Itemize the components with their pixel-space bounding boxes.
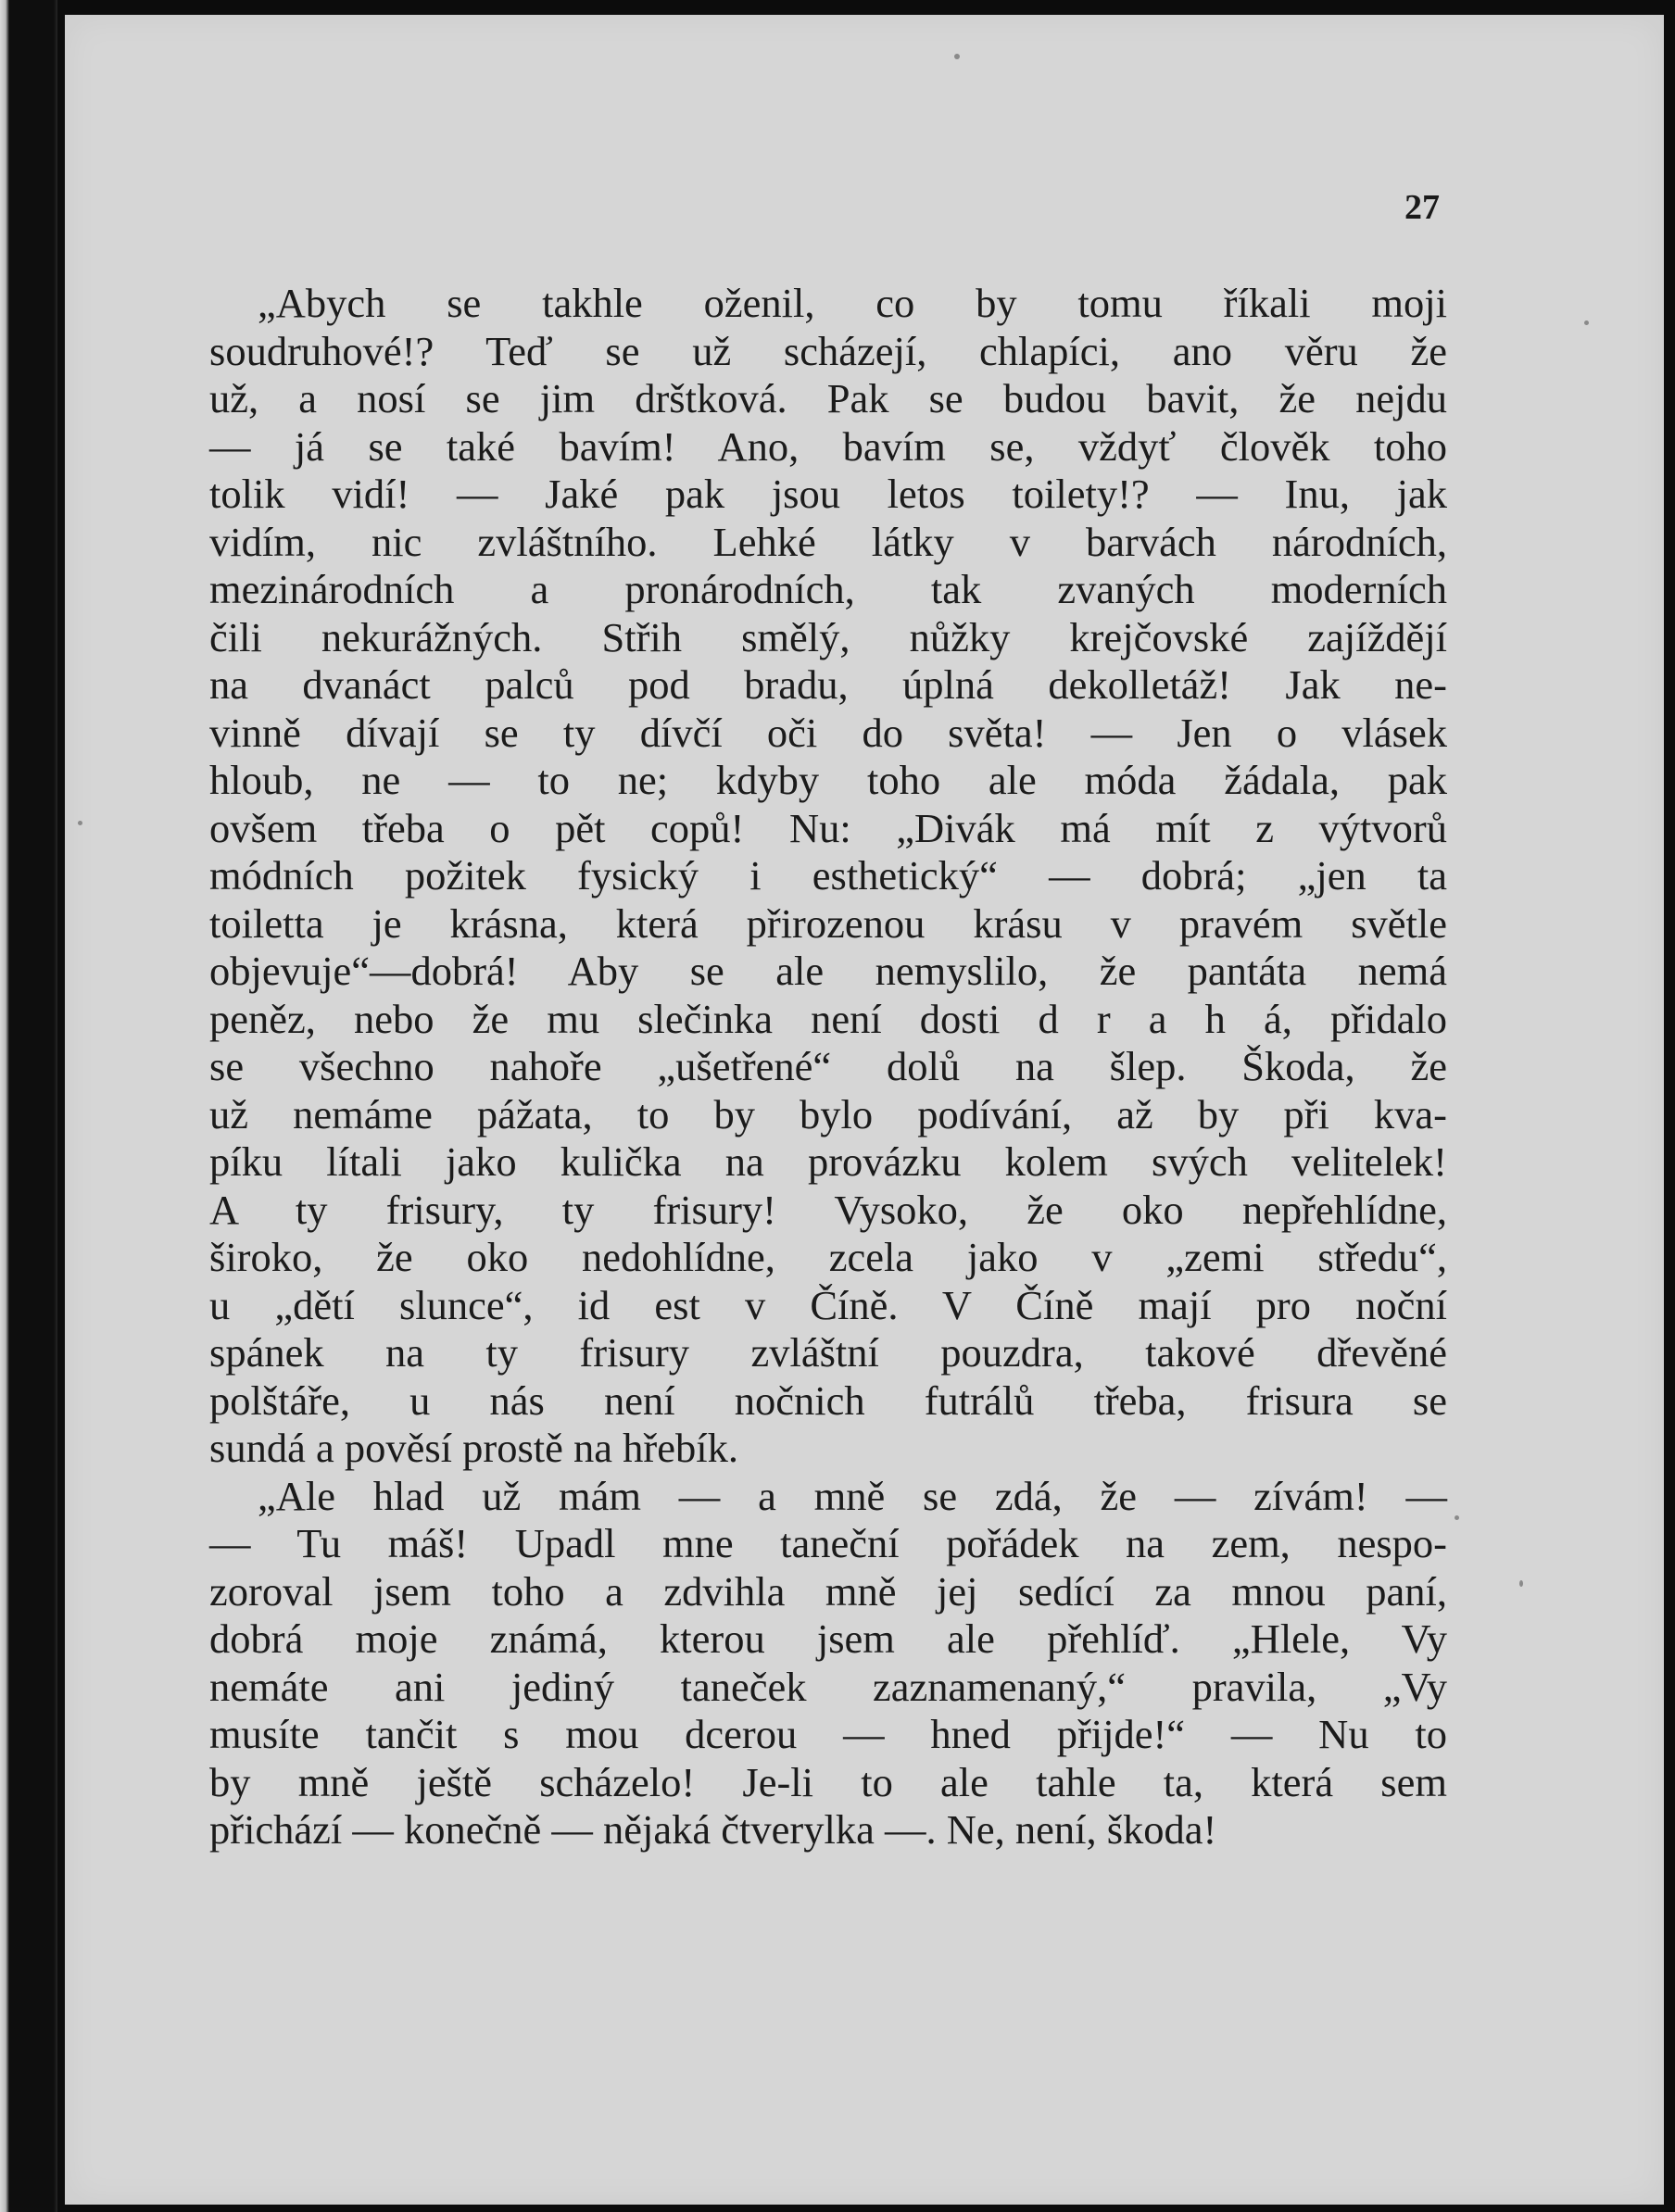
text-line: „Ale hlad už mám — a mně se zdá, že — zívám! — xyxy=(258,1472,1447,1519)
scan-speck xyxy=(1519,1580,1523,1587)
text-line: módních požitek fysický i esthetický“ — dobrá; „jen ta xyxy=(209,852,1447,899)
page-sheet xyxy=(65,15,1664,2205)
text-line: polštáře, u nás není nočnich futrálů třeba, frisura se xyxy=(209,1376,1447,1424)
text-line: hloub, ne — to ne; kdyby toho ale móda žádala, pak xyxy=(209,757,1447,803)
text-line: spánek na ty frisury zvláštní pouzdra, takové dřevěné xyxy=(209,1329,1447,1376)
text-line: vinně dívají se ty dívčí oči do světa! — Jen o vlásek xyxy=(209,709,1447,756)
text-line: A ty frisury, ty frisury! Vysoko, že oko nepřehlídne, xyxy=(209,1186,1447,1233)
text-line: — já se také bavím! Ano, bavím se, vždyť člověk toho xyxy=(209,422,1447,470)
text-line: ovšem třeba o pět copů! Nu: „Divák má mít z výtvorů xyxy=(209,804,1447,851)
text-line: nemáte ani jediný taneček zaznamenaný,“ pravila, „Vy xyxy=(209,1663,1447,1710)
text-line: už nemáme pážata, to by bylo podívání, až by při kva- xyxy=(209,1090,1447,1137)
scan-speck xyxy=(78,821,82,825)
text-line: objevuje“—dobrá! Aby se ale nemyslilo, že pantáta nemá xyxy=(209,948,1447,994)
scan-speck xyxy=(1455,1515,1459,1520)
text-line: píku lítali jako kulička na provázku kolem svých velitelek! xyxy=(209,1138,1447,1185)
text-line: vidím, nic zvláštního. Lehké látky v barvách národních, xyxy=(209,518,1447,565)
body-text xyxy=(209,280,1447,1854)
text-line: toiletta je krásna, která přirozenou krásu v pravém světle xyxy=(209,899,1447,947)
text-line: přichází — konečně — nějaká čtverylka —. Ne, není, škoda! xyxy=(209,1806,1217,1853)
text-line: mezinárodních a pronárodních, tak zvaných moderních xyxy=(209,566,1447,612)
text-line: musíte tančit s mou dcerou — hned přijde!“ — Nu to xyxy=(209,1711,1447,1757)
text-line: sundá a pověsí prostě na hřebík. xyxy=(209,1425,738,1471)
text-line: u „dětí slunce“, id est v Číně. V Číně mají pro noční xyxy=(209,1281,1447,1328)
text-line: by mně ještě scházelo! Je-li to ale tahle ta, která sem xyxy=(209,1758,1447,1805)
facing-page-edge xyxy=(0,0,57,2212)
text-line: na dvanáct palců pod bradu, úplná dekolletáž! Jak ne- xyxy=(209,661,1447,708)
text-line: už, a nosí se jim drštková. Pak se budou bavit, že nejdu xyxy=(209,375,1447,421)
text-line: čili nekurážných. Střih smělý, nůžky krejčovské zajíždějí xyxy=(209,613,1447,660)
text-line: široko, že oko nedohlídne, zcela jako v „zemi středu“, xyxy=(209,1234,1447,1280)
scan-speck xyxy=(1584,320,1589,325)
text-line: dobrá moje známá, kterou jsem ale přehlíď. „Hlele, Vy xyxy=(209,1615,1447,1662)
text-line: zoroval jsem toho a zdvihla mně jej sedící za mnou paní, xyxy=(209,1567,1447,1615)
text-line: — Tu máš! Upadl mne taneční pořádek na zem, nespo- xyxy=(209,1520,1447,1566)
text-line: soudruhové!? Teď se už scházejí, chlapíci, ano věru že xyxy=(209,327,1447,374)
page-number: 27 xyxy=(1404,188,1440,227)
scan-speck xyxy=(954,54,960,59)
text-line: „Abych se takhle oženil, co by tomu říkali moji xyxy=(258,280,1447,326)
text-line: peněz, nebo že mu slečinka není dosti d r a h á, přidalo xyxy=(209,995,1447,1042)
text-line: tolik vidí! — Jaké pak jsou letos toilety!? — Inu, jak xyxy=(209,471,1447,517)
text-line: se všechno nahoře „ušetřené“ dolů na šlep. Škoda, že xyxy=(209,1043,1447,1089)
